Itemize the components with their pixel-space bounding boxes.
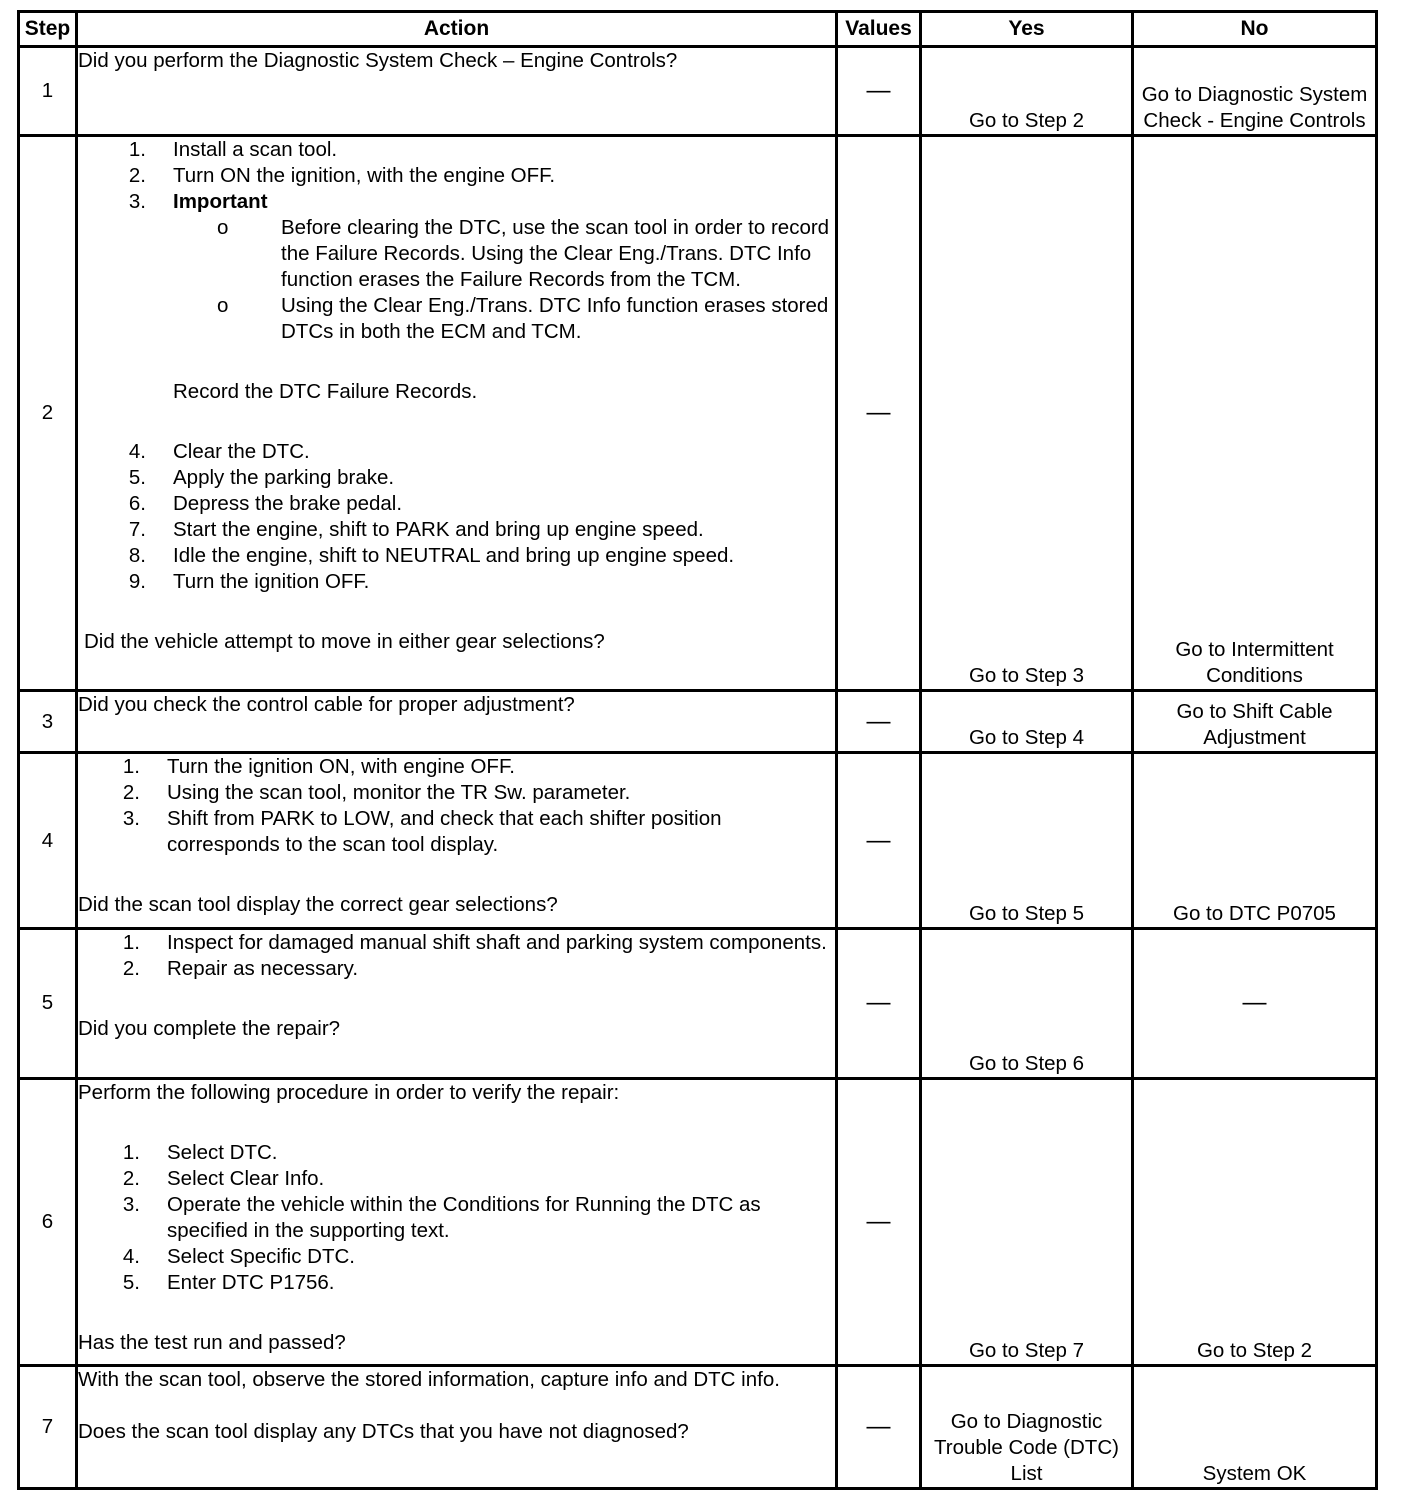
- list-item: 1. Inspect for damaged manual shift shaft and parking system components.: [122, 930, 827, 954]
- step-number: 5: [19, 928, 77, 1078]
- list-item: 1. Turn the ignition ON, with engine OFF.: [122, 755, 515, 779]
- action-cell: [77, 47, 837, 136]
- yes-cell: Go to Step 5: [921, 753, 1133, 928]
- list-item: o Using the Clear Eng./Trans. DTC Info function erases stored DTCs in both the ECM and TCM.: [217, 294, 829, 344]
- action-list: [78, 1140, 835, 1296]
- list-item: 5. Enter DTC P1756.: [122, 1270, 335, 1294]
- no-cell: Go to Step 2: [1133, 1078, 1377, 1365]
- step-number: 1: [19, 47, 77, 136]
- table-row: [19, 1078, 1377, 1365]
- list-item: 5. Apply the parking brake.: [128, 466, 395, 490]
- action-list: [78, 754, 835, 858]
- no-cell: System OK: [1133, 1365, 1377, 1488]
- step-number: 3: [19, 691, 77, 753]
- action-list: [84, 439, 835, 595]
- header-yes: Yes: [921, 12, 1133, 47]
- table-row: [19, 1365, 1377, 1488]
- question-text: Did the scan tool display the correct gear selections?: [78, 893, 558, 917]
- list-item: 2. Using the scan tool, monitor the TR Sw. parameter.: [122, 781, 631, 805]
- list-item: 2. Turn ON the ignition, with the engine OFF.: [128, 164, 556, 188]
- values-cell: —: [837, 691, 921, 753]
- action-list: [78, 930, 835, 982]
- yes-cell: Go to Step 4: [921, 691, 1133, 753]
- values-cell: —: [837, 928, 921, 1078]
- list-item: 2. Repair as necessary.: [122, 956, 359, 980]
- list-item: 9. Turn the ignition OFF.: [128, 570, 370, 594]
- list-item: 3. Important: [128, 190, 268, 214]
- yes-cell: Go to Step 7: [921, 1078, 1133, 1365]
- step-number: 6: [19, 1078, 77, 1365]
- header-values: Values: [837, 12, 921, 47]
- no-cell: —: [1133, 928, 1377, 1078]
- yes-cell: Go to Diagnostic Trouble Code (DTC) List: [921, 1365, 1133, 1488]
- list-item: 4. Select Specific DTC.: [122, 1244, 355, 1268]
- important-label: Important: [173, 190, 268, 214]
- values-cell: —: [837, 47, 921, 136]
- step-number: 4: [19, 753, 77, 928]
- header-action: Action: [77, 12, 837, 47]
- table-row: [19, 136, 1377, 691]
- important-notes: [84, 215, 835, 345]
- no-cell: Go to DTC P0705: [1133, 753, 1377, 928]
- table-row: [19, 47, 1377, 136]
- question-text: Did you check the control cable for proper adjustment?: [78, 693, 575, 717]
- question-text: Does the scan tool display any DTCs that you have not diagnosed?: [78, 1419, 689, 1443]
- list-item: 3. Shift from PARK to LOW, and check that each shifter position corresponds to the scan tool display.: [122, 807, 722, 857]
- action-cell: [77, 1078, 837, 1365]
- table-row: [19, 928, 1377, 1078]
- question-text: Has the test run and passed?: [78, 1330, 346, 1354]
- action-list: [84, 137, 835, 215]
- values-cell: —: [837, 136, 921, 691]
- header-no: No: [1133, 12, 1377, 47]
- list-item: 1. Install a scan tool.: [128, 138, 338, 162]
- list-item: 7. Start the engine, shift to PARK and bring up engine speed.: [128, 518, 704, 542]
- intro-text: Perform the following procedure in order to verify the repair:: [78, 1080, 620, 1104]
- yes-cell: Go to Step 3: [921, 136, 1133, 691]
- action-cell: [77, 136, 837, 691]
- values-cell: —: [837, 753, 921, 928]
- question-text: Did you perform the Diagnostic System Check – Engine Controls?: [78, 49, 678, 72]
- table-row: [19, 691, 1377, 753]
- list-item: 8. Idle the engine, shift to NEUTRAL and bring up engine speed.: [128, 544, 735, 568]
- list-item: 2. Select Clear Info.: [122, 1166, 325, 1190]
- action-cell: [77, 691, 837, 753]
- list-item: o Before clearing the DTC, use the scan tool in order to record the Failure Records. Using the Clear Eng./Trans. DTC Info function erases the Failure Records from the TCM.: [217, 216, 830, 292]
- values-cell: —: [837, 1365, 921, 1488]
- yes-cell: Go to Step 6: [921, 928, 1133, 1078]
- note-text: Record the DTC Failure Records.: [173, 380, 478, 404]
- no-cell: Go to Diagnostic System Check - Engine Controls: [1133, 47, 1377, 136]
- action-cell: [77, 928, 837, 1078]
- question-text: Did the vehicle attempt to move in either gear selections?: [84, 630, 605, 654]
- intro-text: With the scan tool, observe the stored information, capture info and DTC info.: [78, 1367, 780, 1391]
- header-row: [19, 12, 1377, 47]
- table-row: [19, 753, 1377, 928]
- no-cell: Go to Shift Cable Adjustment: [1133, 691, 1377, 753]
- no-cell: Go to Intermittent Conditions: [1133, 136, 1377, 691]
- list-item: 1. Select DTC.: [122, 1140, 278, 1164]
- yes-cell: Go to Step 2: [921, 47, 1133, 136]
- diagnostic-table: [17, 10, 1378, 1490]
- step-number: 2: [19, 136, 77, 691]
- values-cell: —: [837, 1078, 921, 1365]
- action-cell: [77, 1365, 837, 1488]
- list-item: 6. Depress the brake pedal.: [128, 492, 403, 516]
- header-step: Step: [19, 12, 77, 47]
- step-number: 7: [19, 1365, 77, 1488]
- action-cell: [77, 753, 837, 928]
- list-item: 3. Operate the vehicle within the Conditions for Running the DTC as specified in the supporting text.: [122, 1192, 761, 1242]
- list-item: 4. Clear the DTC.: [128, 440, 310, 464]
- question-text: Did you complete the repair?: [78, 1016, 341, 1040]
